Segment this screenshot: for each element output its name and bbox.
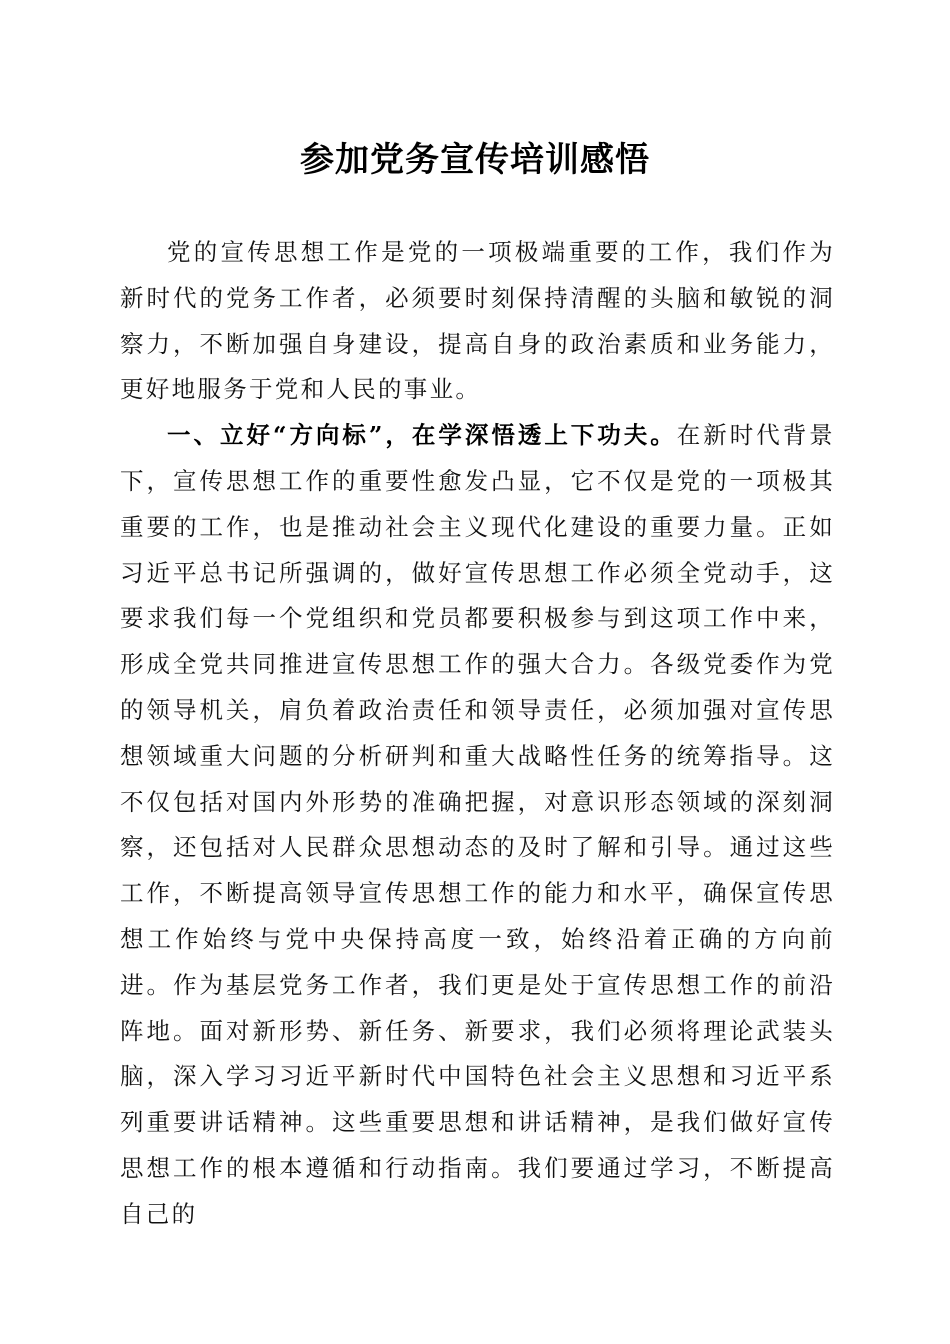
document-title: 参加党务宣传培训感悟 [300, 140, 650, 180]
section-1-heading: 一、立好“方向标”，在学深悟透上下功夫。 [167, 421, 677, 450]
section-1-paragraph [120, 413, 835, 1237]
intro-paragraph: 党的宣传思想工作是党的一项极端重要的工作，我们作为新时代的党务工作者，必须要时刻保持清醒的头脑和敏锐的洞察力，不断加强自身建设，提高自身的政治素质和业务能力，更好地服务于党和人民的事业。 [120, 238, 835, 404]
section-1-text: 在新时代背景下，宣传思想工作的重要性愈发凸显，它不仅是党的一项极其重要的工作，也是推动社会主义现代化建设的重要力量。正如习近平总书记所强调的，做好宣传思想工作必须全党动手，这要求我们每一个党组织和党员都要积极参与到这项工作中来，形成全党共同推进宣传思想工作的强大合力。各级党委作为党的领导机关，肩负着政治责任和领导责任，必须加强对宣传思想领域重大问题的分析研判和重大战略性任务的统筹指导。这不仅包括对国内外形势的准确把握，对意识形态领域的深刻洞察，还包括对人民群众思想动态的及时了解和引导。通过这些工作，不断提高领导宣传思想工作的能力和水平，确保宣传思想工作始终与党中央保持高度一致，始终沿着正确的方向前进。作为基层党务工作者，我们更是处于宣传思想工作的前沿阵地。面对新形势、新任务、新要求，我们必须将理论武装头脑，深入学习习近平新时代中国特色社会主义思想和习近平系列重要讲话精神。这些重要思想和讲话精神，是我们做好宣传思想工作的根本遵循和行动指南。我们要通过学习，不断提高自己的 [120, 421, 835, 1228]
document-body [120, 230, 835, 1238]
